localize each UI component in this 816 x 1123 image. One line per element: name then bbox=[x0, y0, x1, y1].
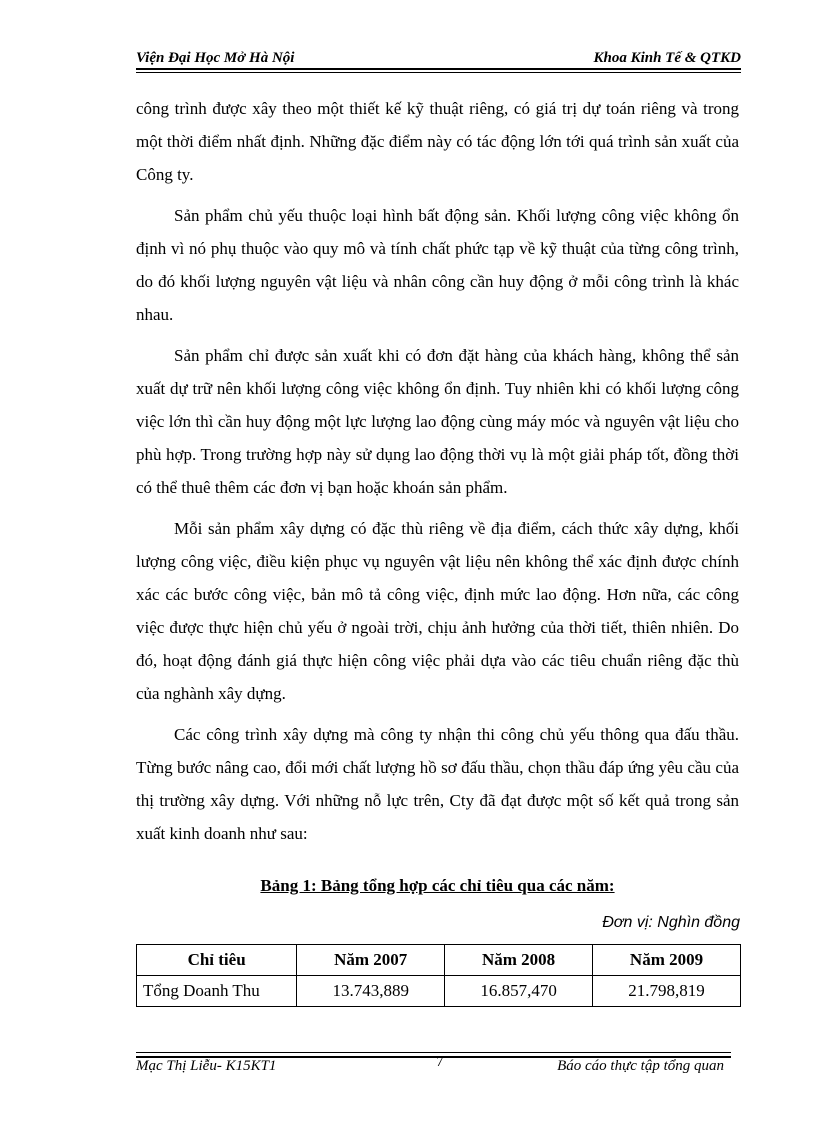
paragraph: Sản phẩm chỉ được sản xuất khi có đơn đặt hàng của khách hàng, không thể sản xuất dự trữ nên khối lượng công việc không ổn định. Tuy nhiên khi có khối lượng công việc lớn thì cần huy động một lực lượng lao động cùng máy móc và nguyên vật liệu cho phù hợp. Trong trường hợp này sử dụng lao động thời vụ là một giải pháp tốt, đồng thời có thể thuê thêm các đơn vị bạn hoặc khoán sản phẩm. bbox=[136, 346, 739, 497]
footer-author: Mạc Thị Liễu- K15KT1 bbox=[136, 1058, 277, 1074]
header-rule bbox=[136, 68, 741, 70]
summary-table bbox=[136, 944, 741, 1007]
footer-rule-thin bbox=[136, 1052, 731, 1053]
table-row bbox=[137, 976, 741, 1007]
header-cell-2009: Năm 2009 bbox=[593, 945, 741, 976]
paragraph: Các công trình xây dựng mà công ty nhận thi công chủ yếu thông qua đấu thầu. Từng bước nâng cao, đổi mới chất lượng hồ sơ đấu thầu, chọn thầu đáp ứng yêu cầu của thị trường xây dựng. Với những nỗ lực trên, Cty đã đạt được một số kết quả trong sản xuất kinh doanh như sau: bbox=[136, 725, 739, 843]
table-unit: Đơn vị: Nghìn đồng bbox=[602, 914, 740, 931]
header-cell-indicator: Chỉ tiêu bbox=[137, 945, 297, 976]
table-header-row bbox=[137, 945, 741, 976]
row-value-2007: 13.743,889 bbox=[297, 976, 445, 1007]
table-title-text: Bảng 1: Bảng tổng hợp các chỉ tiêu qua các năm: bbox=[260, 876, 615, 895]
table-title bbox=[136, 876, 739, 896]
body-text bbox=[136, 92, 739, 858]
paragraph: Mỗi sản phẩm xây dựng có đặc thù riêng về địa điểm, cách thức xây dựng, khối lượng công việc, điều kiện phục vụ nguyên vật liệu nên không thể xác định được chính xác các bước công việc, bản mô tả công việc, định mức lao động. Hơn nữa, các công việc được thực hiện chủ yếu ở ngoài trời, chịu ảnh hưởng của thời tiết, thiên nhiên. Do đó, hoạt động đánh giá thực hiện công việc phải dựa vào các tiêu chuẩn riêng đặc thù của nghành xây dựng. bbox=[136, 519, 739, 703]
page-number: 7 bbox=[436, 1054, 444, 1070]
header-rule-thin bbox=[136, 72, 741, 73]
footer-report-title: Báo cáo thực tập tổng quan bbox=[557, 1058, 724, 1074]
header-cell-2007: Năm 2007 bbox=[297, 945, 445, 976]
page-header bbox=[136, 48, 741, 70]
header-cell-2008: Năm 2008 bbox=[445, 945, 593, 976]
row-label: Tổng Doanh Thu bbox=[137, 976, 297, 1007]
header-faculty: Khoa Kinh Tế & QTKD bbox=[593, 50, 741, 66]
header-institution: Viện Đại Học Mở Hà Nội bbox=[136, 50, 295, 66]
row-value-2008: 16.857,470 bbox=[445, 976, 593, 1007]
paragraph: Sản phẩm chủ yếu thuộc loại hình bất động sản. Khối lượng công việc không ổn định vì nó phụ thuộc vào quy mô và tính chất phức tạp về kỹ thuật của từng công trình, do đó khối lượng nguyên vật liệu và nhân công cần huy động ở mỗi công trình là khác nhau. bbox=[136, 206, 739, 324]
paragraph: công trình được xây theo một thiết kế kỹ thuật riêng, có giá trị dự toán riêng và trong một thời điểm nhất định. Những đặc điểm này có tác động lớn tới quá trình sản xuất của Công ty. bbox=[136, 99, 739, 184]
row-value-2009: 21.798,819 bbox=[593, 976, 741, 1007]
